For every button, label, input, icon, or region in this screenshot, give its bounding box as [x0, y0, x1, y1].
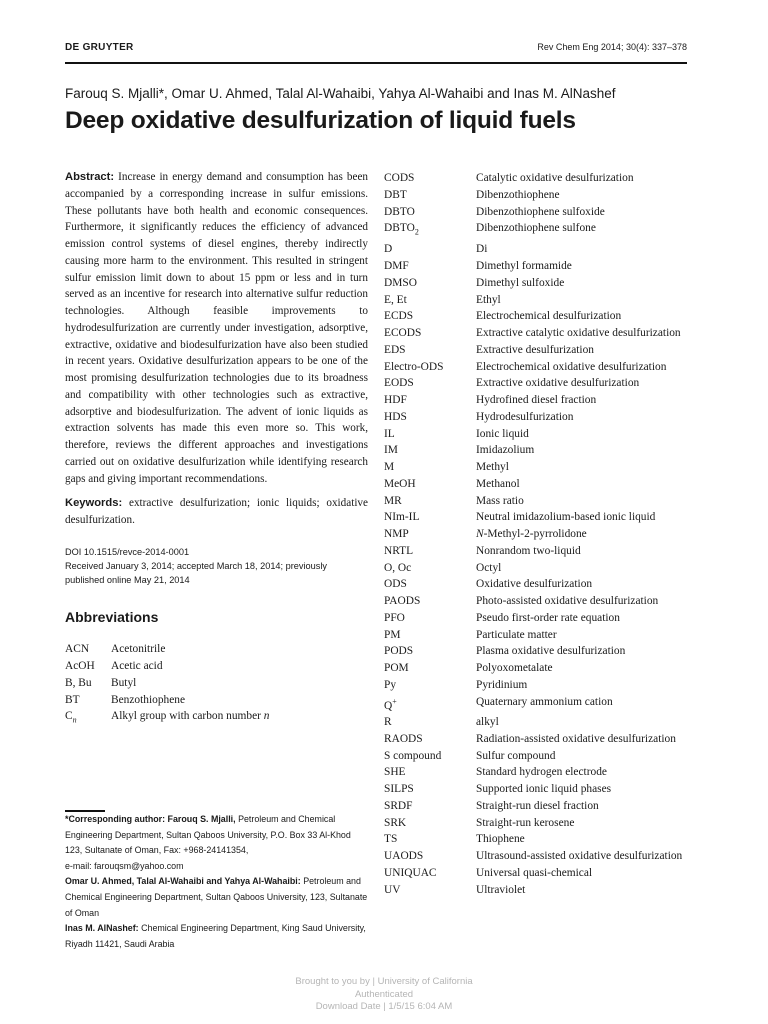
abbreviation-row	[384, 442, 682, 459]
abbreviation-row	[384, 660, 682, 677]
abbreviations-table-right	[384, 170, 682, 898]
abbreviation-code: DBT	[384, 188, 407, 201]
abbreviation-code: S compound	[384, 749, 442, 762]
footer-auth: Authenticated	[354, 988, 414, 1000]
abbreviation-row	[384, 576, 682, 593]
abbreviation-row	[384, 426, 682, 443]
abbreviation-row	[384, 848, 682, 865]
abbreviation-definition: Methanol	[476, 477, 520, 490]
keywords	[65, 495, 368, 529]
corresponding-author-label: *Corresponding author: Farouq S. Mjalli,	[65, 814, 236, 824]
abbreviation-row	[384, 325, 682, 342]
abbreviation-definition: Quaternary ammonium cation	[476, 695, 613, 708]
abbreviation-definition: Photo-assisted oxidative desulfurization	[476, 595, 659, 608]
abbreviation-definition: Pyridinium	[476, 678, 528, 691]
abbreviation-definition: Universal quasi-chemical	[476, 866, 593, 879]
abbreviation-code: UNIQUAC	[384, 866, 437, 879]
abbreviation-definition: Imidazolium	[476, 444, 535, 457]
abbreviation-definition: Straight-run diesel fraction	[476, 799, 599, 812]
abbreviation-code: CODS	[384, 172, 415, 184]
abbreviation-code: O, Oc	[384, 561, 412, 574]
abbreviation-code: NMP	[384, 528, 409, 541]
abbreviation-row	[65, 692, 270, 709]
footer-institution: Brought to you by | University of California	[295, 976, 473, 987]
abbreviation-code: UV	[384, 883, 401, 896]
abbreviation-row	[384, 275, 682, 292]
abbreviation-definition: Di	[476, 243, 488, 256]
abbreviation-definition: Polyoxometalate	[476, 662, 553, 675]
abbreviation-row	[384, 241, 682, 258]
abbreviation-row	[384, 643, 682, 660]
abbreviation-row	[384, 258, 682, 275]
abbreviation-row	[384, 815, 682, 832]
abbreviation-code: TS	[384, 833, 398, 846]
abbreviation-code: Electro-ODS	[384, 360, 444, 373]
abbreviation-row	[384, 714, 682, 731]
abbreviation-row	[384, 748, 682, 765]
abbreviation-definition: Dibenzothiophene sulfone	[476, 222, 596, 235]
corresponding-author-affiliation: Petroleum and Chemical Engineering Department, Sultan Qaboos University, P.O. Box 33 Al-Khod 123, Sultanate of Oman, Fax: +968-24141354,	[65, 814, 351, 856]
author-list: Farouq S. Mjalli*, Omar U. Ahmed, Talal Al-Wahaibi, Yahya Al-Wahaibi and Inas M. AlNashef	[65, 86, 616, 101]
abbreviation-definition: Neutral imidazolium-based ionic liquid	[476, 511, 656, 524]
abbreviation-row	[384, 543, 682, 560]
abbreviation-definition: Hydrodesulfurization	[476, 410, 574, 423]
abbreviation-code: HDS	[384, 410, 407, 423]
abbreviation-code: IL	[384, 427, 395, 440]
abbreviation-row	[65, 658, 270, 675]
abbreviation-row	[384, 392, 682, 409]
abbreviation-definition: Particulate matter	[476, 628, 557, 641]
abbreviation-row	[65, 708, 270, 729]
abbreviation-definition: Dimethyl sulfoxide	[476, 276, 565, 289]
abbreviation-definition: N-Methyl-2-pyrrolidone	[476, 528, 587, 541]
abbreviation-row	[384, 308, 682, 325]
abbreviation-code: IM	[384, 444, 398, 457]
alnashef-affiliation: Chemical Engineering Department, King Saud University, Riyadh 11421, Saudi Arabia	[65, 923, 366, 949]
abbreviation-row	[384, 677, 682, 694]
abbreviation-row	[384, 342, 682, 359]
abbreviation-code: M	[384, 461, 395, 474]
abbreviation-row	[384, 882, 682, 899]
abbreviation-row	[384, 493, 682, 510]
abbreviation-definition: Alkyl group with carbon number n	[111, 710, 270, 723]
keywords-label: Keywords:	[65, 497, 123, 510]
abbreviation-definition: Thiophene	[476, 833, 525, 846]
abbreviation-row	[384, 865, 682, 882]
abbreviation-code: E, Et	[384, 293, 407, 306]
abbreviation-definition: Nonrandom two-liquid	[476, 544, 581, 557]
abbreviation-code: PFO	[384, 611, 405, 624]
abbreviation-code: SRK	[384, 816, 407, 829]
right-column	[384, 170, 704, 898]
doi[interactable]: DOI 10.1515/revce-2014-0001	[65, 546, 190, 557]
abbreviation-row	[384, 220, 682, 241]
download-footer	[0, 976, 768, 1014]
abbreviation-code: PODS	[384, 645, 414, 658]
abstract-label: Abstract:	[65, 171, 115, 183]
article-title: Deep oxidative desulfurization of liquid fuels	[65, 107, 576, 134]
abbreviation-row	[384, 831, 682, 848]
abbreviation-row	[384, 204, 682, 221]
abbreviation-definition: Extractive oxidative desulfurization	[476, 377, 640, 390]
abbreviation-code: SILPS	[384, 783, 414, 796]
abbreviation-definition: Catalytic oxidative desulfurization	[476, 172, 634, 184]
abbreviations-table-left	[65, 641, 270, 729]
page-header	[65, 40, 687, 64]
abbreviation-row	[384, 476, 682, 493]
abbreviation-definition: Extractive catalytic oxidative desulfurization	[476, 327, 681, 340]
abbreviation-row	[384, 459, 682, 476]
abbreviation-definition: Benzothiophene	[111, 693, 186, 706]
abbreviation-code: D	[384, 243, 393, 256]
abbreviation-code: NRTL	[384, 544, 414, 557]
abbreviation-definition: Sulfur compound	[476, 749, 556, 762]
abstract-text: Increase in energy demand and consumption has been accompanied by a corresponding increase in sulfur emissions. These pollutants have both health and economic consequences. Furthermore, it significantly reduces the efficiency of advanced emission control systems of diesel engines, thereby indirectly causing more harm to the environment. This resulted in stringent sulfur emission limit down to about 15 ppm or less and in turn served as an incentive for research into alternative sulfur reduction technologies. Although feasible improvements to hydrodesulfurization are currently under investigation, adsorptive, extractive, oxidative and biodesulfurization have also been studied in recent years. Oxidative desulfurization appears to be one of the most promising desulfurization technologies due to its broadness and compatibility with other technologies such as extractive, adsorptive and biodesulfurization. The advent of ionic liquids as extraction solvents has made this even more so. This work, therefore, reviews the different approaches and investigations carried out on oxidative desulfurization while identifying research gaps and giving important recommendations.	[65, 171, 368, 485]
abbreviation-definition: Electrochemical oxidative desulfurization	[476, 360, 667, 373]
abbreviation-definition: Dibenzothiophene sulfoxide	[476, 205, 605, 218]
abbreviation-definition: Ionic liquid	[476, 427, 529, 440]
abbreviation-code: $C_n$	[65, 710, 77, 725]
abbreviation-code: R	[384, 716, 392, 729]
abbreviation-definition: Ethyl	[476, 293, 501, 306]
abbreviation-row	[384, 409, 682, 426]
abbreviation-row	[65, 675, 270, 692]
abbreviation-definition: Acetonitrile	[111, 643, 166, 656]
abbreviation-code: HDF	[384, 394, 407, 407]
abbreviation-row	[384, 375, 682, 392]
abbreviation-code: UAODS	[384, 850, 424, 863]
corresponding-author-note	[65, 812, 370, 859]
abbreviation-definition: Straight-run kerosene	[476, 816, 575, 829]
abbreviation-row	[384, 509, 682, 526]
abbreviation-code: Py	[384, 678, 397, 691]
abbreviation-code: MeOH	[384, 477, 416, 490]
publication-info	[65, 545, 368, 588]
abbreviation-row	[384, 627, 682, 644]
abbreviation-code: ECODS	[384, 327, 422, 340]
abbreviation-code: ACN	[65, 643, 90, 656]
abbreviation-definition: Hydrofined diesel fraction	[476, 394, 597, 407]
coauthors-label: Omar U. Ahmed, Talal Al-Wahaibi and Yahya Al-Wahaibi:	[65, 876, 301, 887]
abbreviation-code: NIm-IL	[384, 511, 420, 524]
abbreviation-row	[384, 526, 682, 543]
alnashef-label: Inas M. AlNashef:	[65, 923, 139, 934]
abbreviation-definition: Extractive desulfurization	[476, 343, 594, 356]
abbreviation-code: DMF	[384, 260, 409, 273]
abbreviation-code: DBTO	[384, 205, 415, 218]
abbreviation-row	[384, 694, 682, 715]
author-footnotes	[65, 812, 370, 952]
abbreviation-row	[384, 593, 682, 610]
abbreviation-row	[384, 610, 682, 627]
abbreviation-definition: Plasma oxidative desulfurization	[476, 645, 626, 658]
left-column	[65, 169, 368, 729]
abbreviations-heading: Abbreviations	[65, 609, 159, 626]
abbreviation-definition: Dibenzothiophene	[476, 188, 560, 201]
abbreviation-code: ODS	[384, 578, 407, 591]
abbreviation-definition: Dimethyl formamide	[476, 260, 572, 273]
abbreviation-code: MR	[384, 494, 402, 507]
abbreviation-definition: Pseudo first-order rate equation	[476, 611, 620, 624]
keywords-text: extractive desulfurization; ionic liquids; oxidative desulfurization.	[65, 497, 368, 526]
abbreviation-definition: Ultraviolet	[476, 883, 526, 896]
abbreviation-definition: alkyl	[476, 716, 499, 729]
abstract	[65, 169, 368, 487]
abbreviation-code: PAODS	[384, 595, 421, 608]
coauthors-affiliation: Petroleum and Chemical Engineering Department, Sultan Qaboos University, 123, Sultanate of Oman	[65, 876, 368, 918]
abbreviation-code: POM	[384, 662, 409, 675]
abbreviation-code: RAODS	[384, 732, 423, 745]
abbreviation-row	[384, 187, 682, 204]
abbreviation-code: B, Bu	[65, 676, 92, 689]
abbreviation-definition: Butyl	[111, 676, 137, 689]
abbreviation-code: PM	[384, 628, 401, 641]
abbreviation-definition: Ultrasound-assisted oxidative desulfurization	[476, 850, 683, 863]
abbreviation-row	[65, 641, 270, 658]
abbreviation-row	[384, 560, 682, 577]
footer-download-date: Download Date | 1/5/15 6:04 AM	[315, 1001, 453, 1012]
corresponding-author-email[interactable]: e-mail: farouqsm@yahoo.com	[65, 860, 184, 871]
abbreviation-code: DMSO	[384, 276, 417, 289]
abbreviation-code: Q+	[384, 696, 397, 712]
abbreviation-row	[384, 359, 682, 376]
publication-dates: Received January 3, 2014; accepted March 18, 2014; previously published online May 21, 2014	[65, 560, 328, 586]
abbreviation-code: ECDS	[384, 310, 414, 323]
abbreviation-code: BT	[65, 693, 80, 706]
coauthors-note	[65, 874, 370, 921]
abbreviation-definition: Acetic acid	[111, 660, 163, 673]
abbreviation-row	[384, 798, 682, 815]
abbreviation-definition: Oxidative desulfurization	[476, 578, 593, 591]
abbreviation-definition: Radiation-assisted oxidative desulfurization	[476, 732, 676, 745]
abbreviation-row	[384, 170, 682, 187]
abbreviation-code: EDS	[384, 343, 406, 356]
alnashef-note	[65, 921, 370, 952]
abbreviation-definition: Electrochemical desulfurization	[476, 310, 622, 323]
abbreviation-code: SRDF	[384, 799, 413, 812]
abbreviation-definition: Supported ionic liquid phases	[476, 783, 612, 796]
abbreviation-row	[384, 764, 682, 781]
abbreviation-definition: Standard hydrogen electrode	[476, 766, 607, 779]
journal-citation: Rev Chem Eng 2014; 30(4): 337–378	[537, 42, 687, 52]
abbreviation-code: EODS	[384, 377, 414, 390]
publisher-name: DE GRUYTER	[65, 42, 134, 53]
abbreviation-definition: Mass ratio	[476, 494, 524, 507]
abbreviation-code: AcOH	[65, 660, 95, 673]
abbreviation-row	[384, 731, 682, 748]
abbreviation-row	[384, 292, 682, 309]
abbreviation-definition: Octyl	[476, 561, 502, 574]
abbreviation-code: $DBTO_2$	[384, 222, 419, 237]
abbreviation-code: SHE	[384, 766, 406, 779]
abbreviation-definition: Methyl	[476, 461, 509, 474]
abbreviation-row	[384, 781, 682, 798]
